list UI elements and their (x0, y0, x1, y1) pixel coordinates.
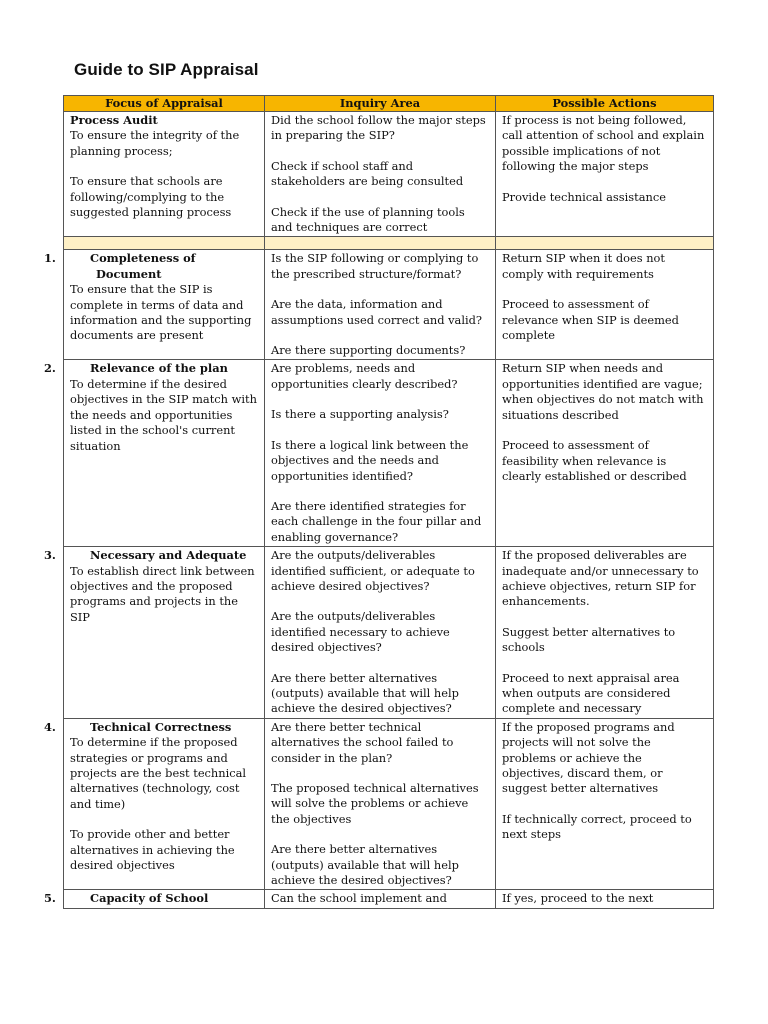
section-heading (44, 251, 258, 282)
action-text: Proceed to next appraisal area when outputs are considered complete and necessary (502, 670, 680, 716)
inquiry-cell (265, 112, 496, 237)
section-title: Process Audit (70, 113, 158, 127)
inquiry-text: Are the outputs/deliverables identified necessary to achieve desired objectives? (271, 609, 450, 655)
inquiry-text: Did the school follow the major steps in preparing the SIP? (271, 113, 486, 143)
table-row-technical-correctness (64, 718, 714, 890)
focus-cell (44, 250, 265, 360)
inquiry-text: The proposed technical alternatives will solve the problems or achieve the objectives (271, 781, 479, 826)
spacer-cell (496, 237, 714, 250)
actions-cell (496, 547, 714, 719)
section-title: Technical Correctness (90, 719, 232, 734)
section-title: Capacity of School (90, 891, 209, 906)
focus-cell (44, 890, 265, 908)
table-row-necessary-adequate (64, 547, 714, 719)
table-row-completeness (64, 250, 714, 360)
inquiry-text: Check if school staff and stakeholders are being consulted (271, 158, 464, 189)
inquiry-text: Is the SIP following or complying to the prescribed structure/format? (271, 251, 479, 281)
spacer-cell (265, 237, 496, 250)
actions-cell (496, 250, 714, 360)
section-heading (44, 719, 258, 735)
actions-cell (496, 718, 714, 890)
actions-cell (496, 890, 714, 908)
action-text: If the proposed deliverables are inadequate and/or unnecessary to achieve objectives, return SIP for enhancements. (502, 548, 699, 609)
inquiry-text: Check if the use of planning tools and techniques are correct (271, 204, 465, 235)
action-text: Return SIP when it does not comply with requirements (502, 251, 665, 281)
action-text: Suggest better alternatives to schools (502, 624, 676, 655)
page-title: Guide to SIP Appraisal (74, 60, 259, 79)
action-text: Proceed to assessment of relevance when SIP is deemed complete (502, 297, 679, 343)
action-text: Proceed to assessment of feasibility when relevance is clearly established or described (502, 438, 687, 483)
table-header-row (64, 96, 714, 112)
inquiry-text: Are the outputs/deliverables identified sufficient, or adequate to achieve desired objectives? (271, 548, 475, 593)
inquiry-text: Are there better technical alternatives the school failed to consider in the plan? (271, 719, 454, 765)
inquiry-text: Are there better alternatives (outputs) available that will help achieve the desired objectives? (271, 842, 459, 888)
table-row-process-audit (64, 112, 714, 237)
focus-cell (44, 718, 265, 890)
inquiry-text: Are there better alternatives (outputs) available that will help achieve the desired objectives? (271, 670, 459, 716)
actions-cell (496, 112, 714, 237)
inquiry-cell (265, 718, 496, 890)
focus-text: To ensure the integrity of the planning process; (70, 128, 240, 158)
section-number: 5. (44, 891, 56, 906)
focus-text: To establish direct link between objectives and the proposed programs and projects in the SIP (70, 563, 255, 624)
section-heading (44, 891, 258, 906)
spacer-row (64, 237, 714, 250)
inquiry-text: Are there identified strategies for each challenge in the four pillar and enabling governance? (271, 498, 482, 544)
actions-cell (496, 360, 714, 547)
section-heading (44, 361, 258, 376)
header-actions: Possible Actions (496, 96, 714, 112)
section-title: Necessary and Adequate (90, 548, 247, 563)
focus-text: To ensure that the SIP is complete in terms of data and information and the supporting documents are present (70, 282, 252, 343)
section-number: 3. (44, 548, 56, 563)
action-text: If the proposed programs and projects will not solve the problems or achieve the objectives, discard them, or suggest better alternatives (502, 719, 675, 796)
inquiry-text: Is there a supporting analysis? (271, 407, 449, 422)
action-text: Provide technical assistance (502, 189, 666, 204)
header-focus: Focus of Appraisal (64, 96, 265, 112)
inquiry-text: Can the school implement and (271, 891, 447, 906)
action-text: Return SIP when needs and opportunities identified are vague; when objectives do not match with situations described (502, 361, 704, 422)
inquiry-cell (265, 250, 496, 360)
focus-text: To provide other and better alternatives in achieving the desired objectives (70, 827, 235, 873)
appraisal-table (44, 95, 714, 909)
inquiry-text: Are the data, information and assumptions used correct and valid? (271, 297, 483, 327)
action-text: If technically correct, proceed to next steps (502, 811, 692, 842)
inquiry-text: Is there a logical link between the objectives and the needs and opportunities identified? (271, 437, 469, 483)
header-inquiry: Inquiry Area (265, 96, 496, 112)
table-row-relevance (64, 360, 714, 547)
section-number: 1. (44, 251, 56, 266)
section-title: Relevance of the plan (90, 361, 228, 376)
focus-cell (64, 112, 265, 237)
spacer-cell (64, 237, 265, 250)
section-number: 4. (44, 719, 56, 734)
focus-text: To determine if the proposed strategies or programs and projects are the best technical alternatives (technology, cost and time) (70, 735, 247, 811)
focus-text: To ensure that schools are following/complying to the suggested planning process (70, 174, 232, 220)
section-number: 2. (44, 361, 56, 376)
inquiry-text: Are there supporting documents? (271, 343, 466, 358)
inquiry-cell (265, 890, 496, 908)
table-row-capacity (64, 890, 714, 908)
inquiry-cell (265, 547, 496, 719)
focus-cell (44, 360, 265, 547)
section-heading (44, 548, 258, 563)
section-title: Completeness of Document (90, 251, 196, 281)
action-text: If yes, proceed to the next (502, 891, 654, 906)
focus-text: To determine if the desired objectives in the SIP match with the needs and opportunities listed in the school's current situation (70, 376, 257, 453)
action-text: If process is not being followed, call attention of school and explain possible implications of not following the major steps (502, 113, 705, 174)
focus-cell (44, 547, 265, 719)
inquiry-cell (265, 360, 496, 547)
inquiry-text: Are problems, needs and opportunities clearly described? (271, 361, 458, 391)
